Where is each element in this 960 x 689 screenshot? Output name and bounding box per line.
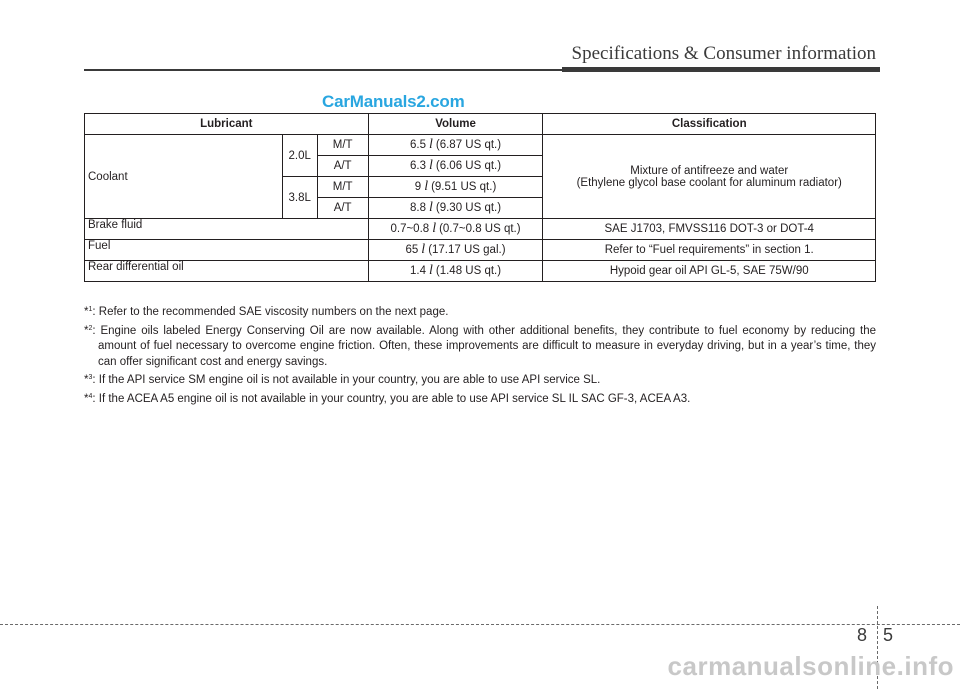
chapter-number: 8	[857, 625, 868, 645]
footer-rule	[0, 624, 960, 625]
volume-cell: 9 l (9.51 US qt.)	[368, 177, 543, 198]
lubricant-cell: Brake fluid	[85, 219, 369, 240]
liter-symbol: l	[421, 242, 426, 257]
classification-cell: SAE J1703, FMVSS116 DOT-3 or DOT-4	[543, 219, 876, 240]
volume-cell: 6.3 l (6.06 US qt.)	[368, 156, 543, 177]
page-number: 5	[883, 625, 894, 645]
col-header-volume: Volume	[368, 114, 543, 135]
watermark-logo-top: CarManuals2.com	[322, 92, 465, 111]
footnote: *$^4$: If the ACEA A5 engine oil is not available in your country, you are able to use API service SL IL SAC GF-3, ACEA A3.	[84, 392, 691, 405]
col-header-lubricant: Lubricant	[85, 114, 369, 135]
volume-cell: 0.7~0.8 l (0.7~0.8 US qt.)	[368, 219, 543, 240]
classification-cell: Hypoid gear oil API GL-5, SAE 75W/90	[543, 261, 876, 282]
footnote: *$^2$: Engine oils labeled Energy Conserving Oil are now available. Along with other additional benefits, they contribute to fuel economy by reducing the amount of fuel necessary to overcome engine friction. Often, these improvements are difficult to measure in everyday driving, but in a year’s time, they can offer significant cost and energy savings.	[84, 324, 876, 368]
table-row	[85, 240, 876, 261]
coolant-classification: Mixture of antifreeze and water (Ethylene glycol base coolant for aluminum radiator)	[543, 135, 876, 219]
classification-cell: Refer to “Fuel requirements” in section 1.	[543, 240, 876, 261]
watermark-logo-bottom: carmanualsonline.info	[667, 651, 954, 681]
liter-symbol: l	[428, 200, 433, 215]
section-title: Specifications & Consumer information	[571, 43, 876, 64]
engine-cell: 3.8L	[282, 177, 317, 219]
liter-symbol: l	[428, 158, 433, 173]
liter-symbol: l	[428, 137, 433, 152]
lubricant-cell: Fuel	[85, 240, 369, 261]
volume-cell: 6.5 l (6.87 US qt.)	[368, 135, 543, 156]
transmission-cell: M/T	[317, 135, 368, 156]
table-row	[85, 219, 876, 240]
engine-cell: 2.0L	[282, 135, 317, 177]
col-header-classification: Classification	[543, 114, 876, 135]
footnote: *$^3$: If the API service SM engine oil is not available in your country, you are able to use API service SL.	[84, 374, 601, 386]
transmission-cell: A/T	[317, 156, 368, 177]
transmission-cell: A/T	[317, 198, 368, 219]
liter-symbol: l	[432, 221, 437, 236]
liter-symbol: l	[424, 179, 429, 194]
volume-cell: 1.4 l (1.48 US qt.)	[368, 261, 543, 282]
table-row	[85, 135, 876, 156]
table-row	[85, 261, 876, 282]
footnote: *$^1$: Refer to the recommended SAE viscosity numbers on the next page.	[84, 306, 449, 318]
volume-cell: 8.8 l (9.30 US qt.)	[368, 198, 543, 219]
lubricant-spec-table	[84, 113, 876, 282]
table-header-row	[85, 114, 876, 135]
transmission-cell: M/T	[317, 177, 368, 198]
liter-symbol: l	[428, 263, 433, 278]
footnotes	[84, 302, 876, 407]
header-rule-accent	[562, 67, 880, 72]
coolant-label: Coolant	[85, 135, 283, 219]
lubricant-cell: Rear differential oil	[85, 261, 369, 282]
volume-cell: 65 l (17.17 US gal.)	[368, 240, 543, 261]
